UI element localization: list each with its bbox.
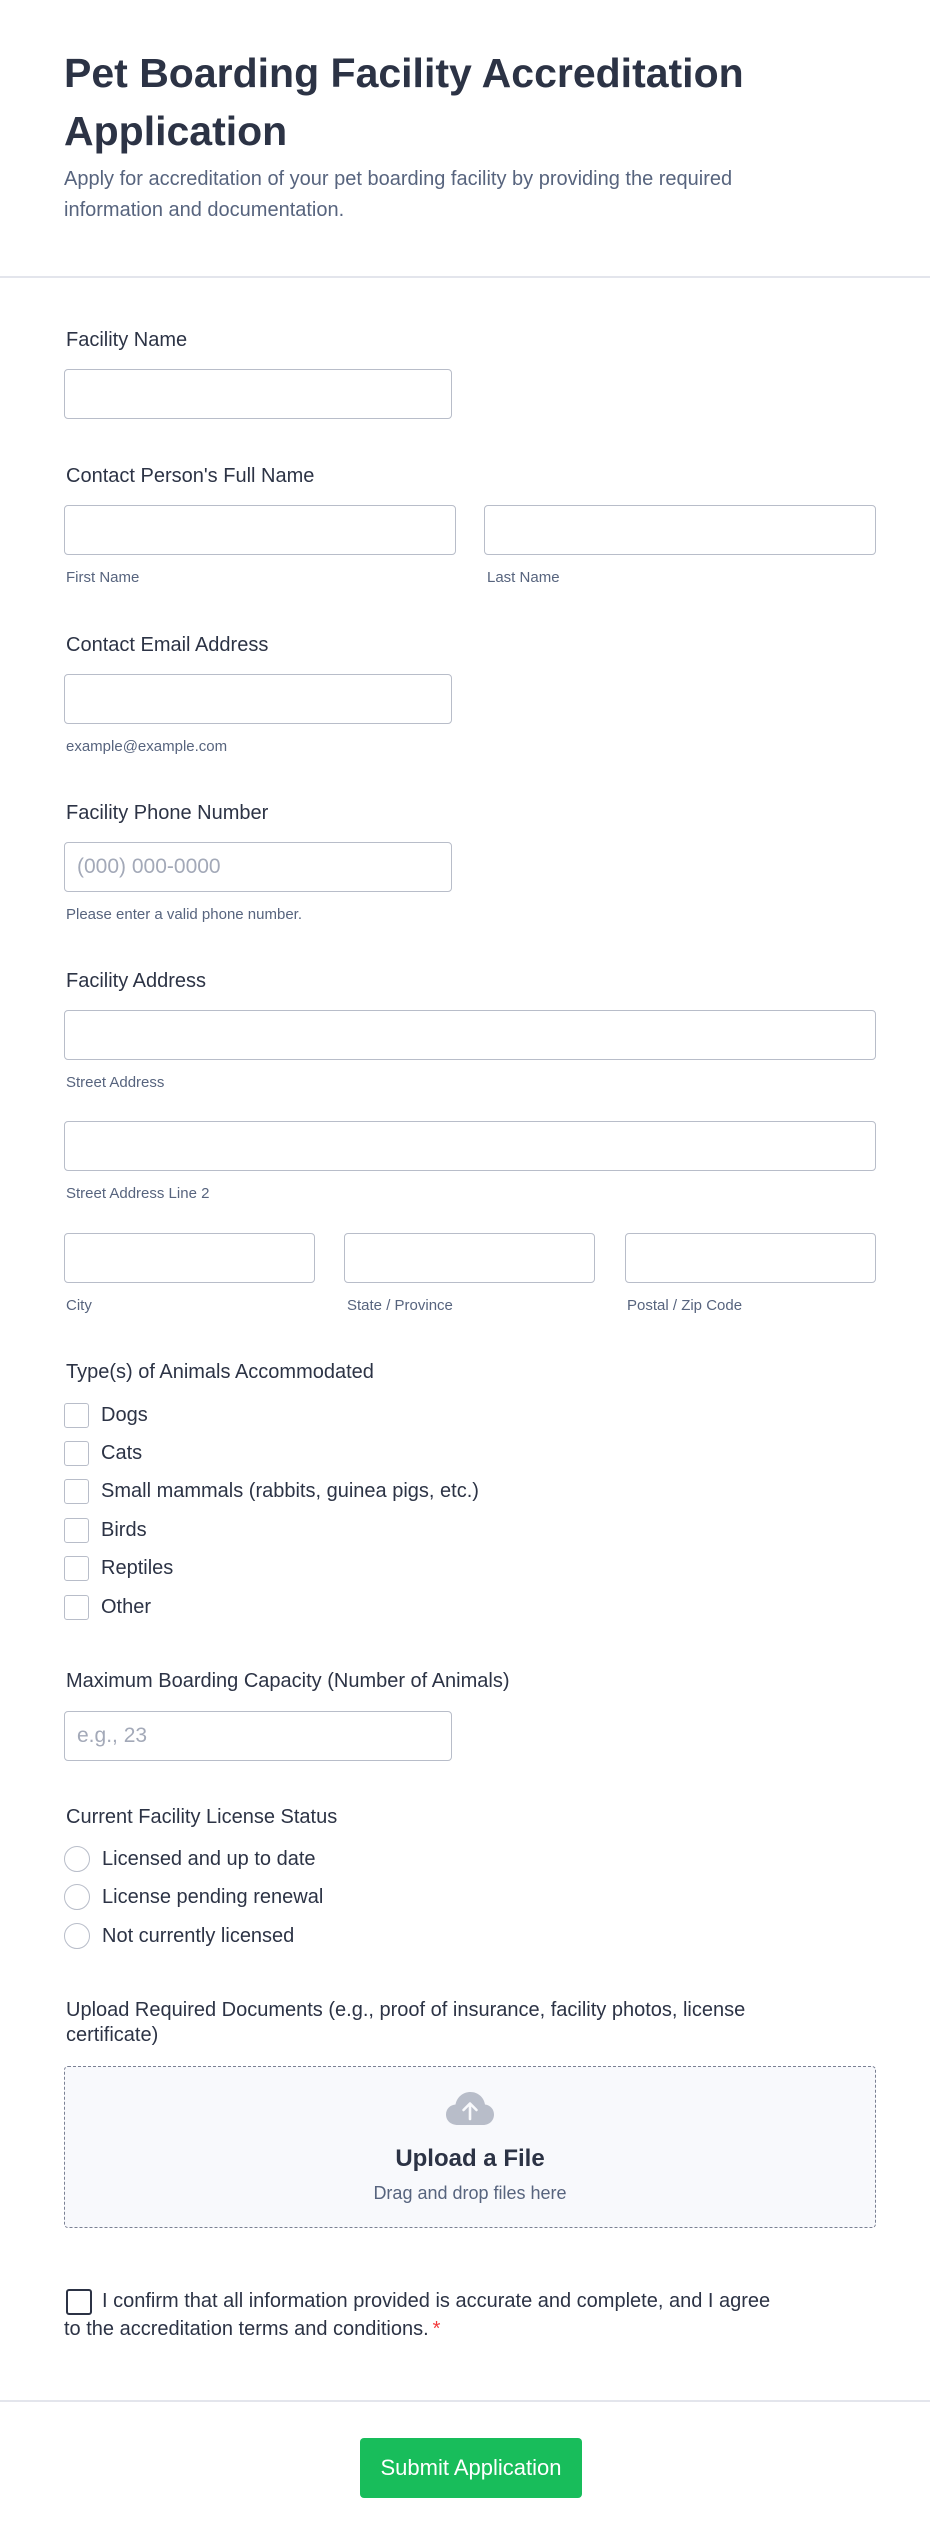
email-label: Contact Email Address [66, 634, 269, 656]
email-sublabel: example@example.com [66, 738, 228, 755]
phone-sublabel: Please enter a valid phone number. [66, 906, 302, 923]
capacity-input[interactable] [64, 1711, 452, 1761]
upload-subtitle: Drag and drop files here [373, 2183, 567, 2203]
checkbox[interactable] [64, 1441, 89, 1466]
option-label: Reptiles [101, 1556, 174, 1579]
zip-sublabel: Postal / Zip Code [627, 1297, 743, 1314]
city-input[interactable] [64, 1233, 315, 1283]
upload-title: Upload a File [395, 2145, 545, 2172]
file-upload-dropzone[interactable] [64, 2066, 876, 2228]
radio-button[interactable] [64, 1846, 90, 1872]
address-label: Facility Address [66, 970, 207, 992]
animal-option-birds[interactable] [64, 1517, 147, 1543]
option-label: Dogs [101, 1403, 148, 1426]
contact-name-label: Contact Person's Full Name [66, 465, 315, 487]
capacity-label: Maximum Boarding Capacity (Number of Animals) [66, 1670, 510, 1692]
option-label: Small mammals (rabbits, guinea pigs, etc.) [101, 1479, 479, 1502]
animal-option-other[interactable] [64, 1594, 151, 1620]
city-sublabel: City [66, 1297, 92, 1314]
page-title: Pet Boarding Facility Accreditation Application [64, 50, 744, 154]
license-option-pending[interactable] [64, 1884, 323, 1910]
upload-label: Upload Required Documents (e.g., proof of insurance, facility photos, license certificate) [66, 1999, 746, 2046]
required-asterisk: * [432, 2318, 441, 2340]
page-subtitle: Apply for accreditation of your pet boarding facility by providing the required information and documentation. [64, 168, 733, 221]
license-option-up-to-date[interactable] [64, 1846, 316, 1872]
checkbox[interactable] [64, 1479, 89, 1504]
submit-button[interactable]: Submit Application [360, 2438, 582, 2498]
option-label: Licensed and up to date [102, 1847, 316, 1870]
first-name-sublabel: First Name [66, 569, 140, 586]
footer-divider [0, 2400, 930, 2402]
form-header [0, 0, 930, 278]
street-address-input[interactable] [64, 1010, 876, 1060]
street-address-2-sublabel: Street Address Line 2 [66, 1185, 210, 1202]
radio-button[interactable] [64, 1923, 90, 1949]
last-name-input[interactable] [484, 505, 876, 555]
animals-label: Type(s) of Animals Accommodated [66, 1361, 374, 1383]
checkbox[interactable] [64, 1556, 89, 1581]
state-sublabel: State / Province [347, 1297, 453, 1314]
phone-label: Facility Phone Number [66, 802, 269, 824]
confirm-statement [64, 2287, 784, 2343]
option-label: Other [101, 1595, 152, 1618]
option-label: Birds [101, 1518, 147, 1541]
license-label: Current Facility License Status [66, 1806, 338, 1828]
email-input[interactable] [64, 674, 452, 724]
checkbox[interactable] [64, 1403, 89, 1428]
animal-option-reptiles[interactable] [64, 1555, 173, 1581]
radio-button[interactable] [64, 1884, 90, 1910]
checkbox[interactable] [64, 1595, 89, 1620]
cloud-upload-icon [445, 2091, 495, 2132]
first-name-input[interactable] [64, 505, 456, 555]
animal-option-cats[interactable] [64, 1440, 142, 1466]
state-input[interactable] [344, 1233, 595, 1283]
last-name-sublabel: Last Name [487, 569, 560, 586]
animal-option-dogs[interactable] [64, 1402, 148, 1428]
option-label: License pending renewal [102, 1885, 324, 1908]
facility-name-input[interactable] [64, 369, 452, 419]
street-address-sublabel: Street Address [66, 1074, 165, 1091]
option-label: Not currently licensed [102, 1924, 295, 1947]
checkbox[interactable] [64, 1518, 89, 1543]
phone-input[interactable] [64, 842, 452, 892]
animal-option-small-mammals[interactable] [64, 1478, 479, 1504]
zip-input[interactable] [625, 1233, 876, 1283]
license-option-not-licensed[interactable] [64, 1923, 294, 1949]
confirm-text: I confirm that all information provided is accurate and complete, and I agree to the accreditation terms and conditions. [64, 2290, 771, 2340]
street-address-2-input[interactable] [64, 1121, 876, 1171]
facility-name-label: Facility Name [66, 329, 188, 351]
option-label: Cats [101, 1441, 143, 1464]
